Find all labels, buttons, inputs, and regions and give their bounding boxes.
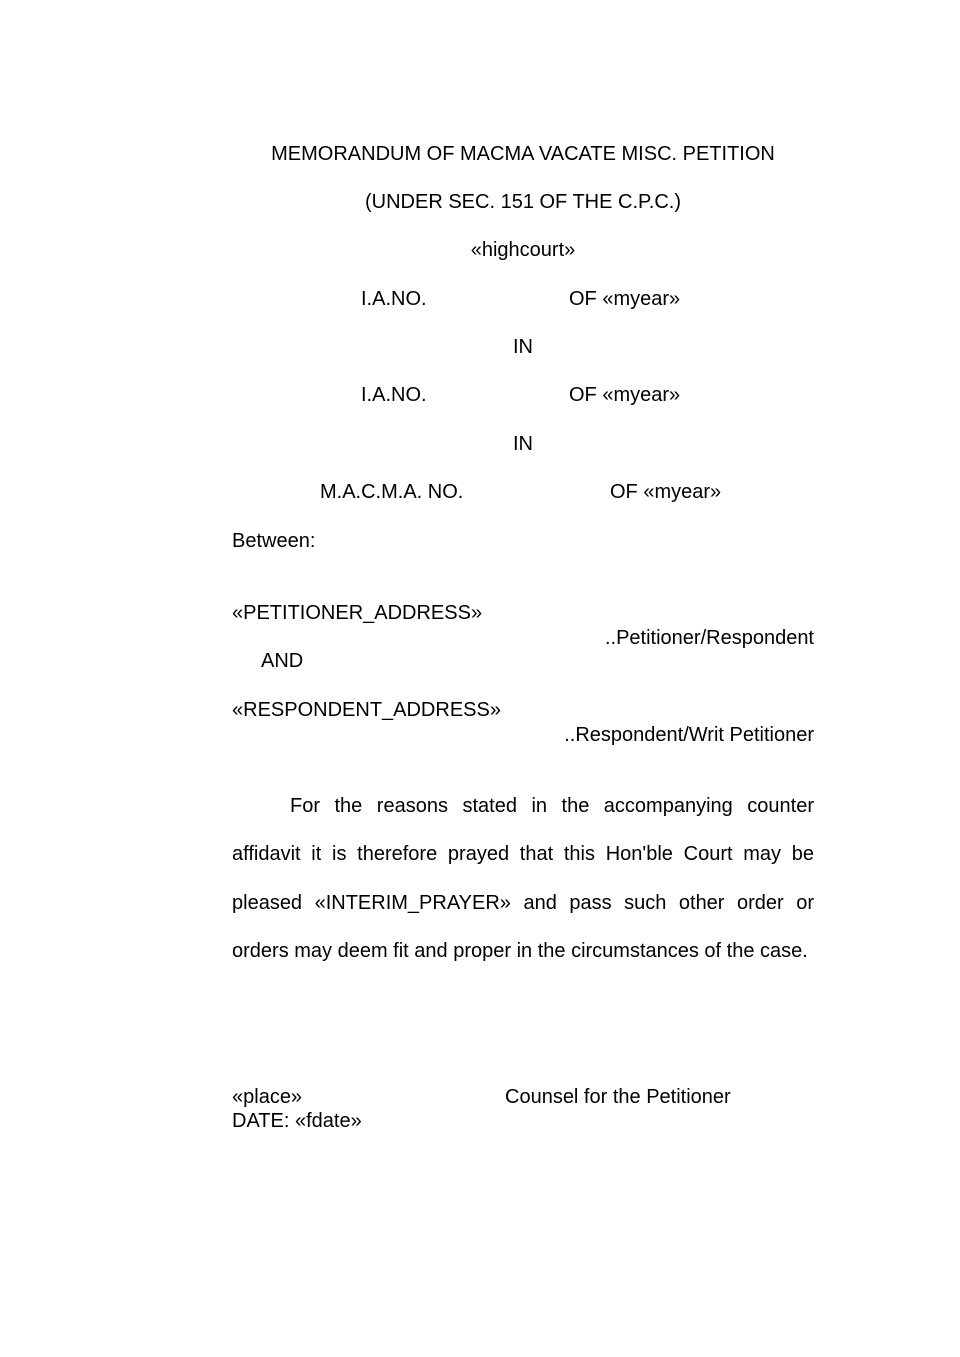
- case-year: OF «myear»: [569, 288, 681, 310]
- respondent-role: ..Respondent/Writ Petitioner: [564, 724, 814, 746]
- case-year: OF «myear»: [610, 481, 722, 503]
- document-subtitle: (UNDER SEC. 151 OF THE C.P.C.): [365, 191, 681, 213]
- and-label: AND: [261, 650, 304, 672]
- petitioner-role: ..Petitioner/Respondent: [604, 627, 814, 649]
- counsel-signature-label: Counsel for the Petitioner: [505, 1086, 731, 1108]
- case-connector: IN: [513, 336, 533, 358]
- case-year: OF «myear»: [569, 384, 681, 406]
- case-number-label: M.A.C.M.A. NO.: [320, 481, 464, 503]
- petitioner-address: «PETITIONER_ADDRESS»: [232, 602, 483, 624]
- case-number-label: I.A.NO.: [361, 288, 427, 310]
- prayer-paragraph: For the reasons stated in the accompanying counter affidavit it is therefore prayed that this Hon'ble Court may be pleased «INTERIM_PRAYER» and pass such other order or orders may deem fit and proper in the circumstances of the case.: [232, 795, 814, 962]
- court-name: «highcourt»: [470, 239, 576, 261]
- respondent-address: «RESPONDENT_ADDRESS»: [232, 699, 501, 721]
- case-connector: IN: [513, 433, 533, 455]
- document-title: MEMORANDUM OF MACMA VACATE MISC. PETITION: [271, 143, 775, 165]
- place-field: «place»: [232, 1086, 303, 1108]
- between-label: Between:: [232, 530, 316, 552]
- case-number-label: I.A.NO.: [361, 384, 427, 406]
- date-field: DATE: «fdate»: [232, 1110, 362, 1132]
